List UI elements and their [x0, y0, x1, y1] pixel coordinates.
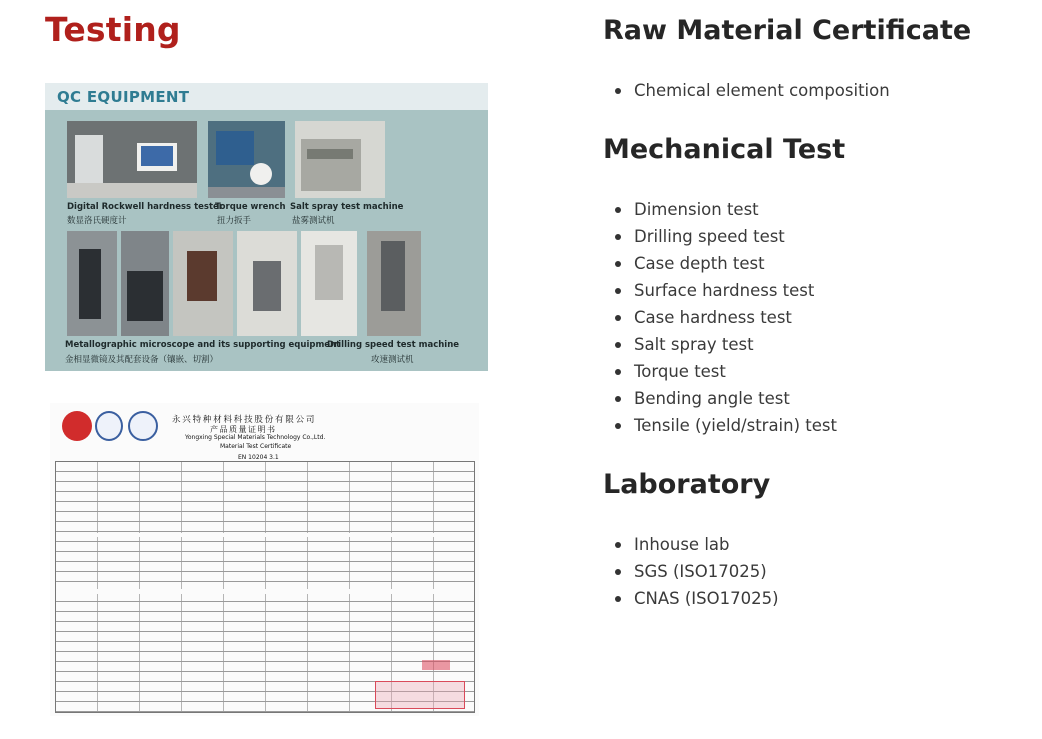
- raw-material-certificate-heading: Raw Material Certificate: [603, 15, 972, 46]
- certificate-company-cn: 永兴特种材料科技股份有限公司: [172, 415, 317, 425]
- certification-seal: [95, 411, 123, 441]
- polisher-photo: [301, 231, 357, 336]
- caption-rockwell-cn: 数显洛氏硬度计: [67, 216, 127, 226]
- list-item: Surface hardness test: [603, 277, 837, 304]
- certification-seal: [128, 411, 158, 441]
- certificate-company-en: Yongxing Special Materials Technology Co.,Ltd.: [185, 434, 326, 441]
- list-item: CNAS (ISO17025): [603, 585, 779, 612]
- laboratory-heading: Laboratory: [603, 469, 771, 500]
- mounting-press-photo: [121, 231, 169, 336]
- list-item: Chemical element composition: [603, 77, 890, 104]
- testing-heading: Testing: [45, 10, 181, 49]
- table-gap: [56, 589, 474, 594]
- inspector-stamp: [422, 660, 450, 670]
- caption-microscope-cn: 金相显微镜及其配套设备（镶嵌、切割）: [65, 355, 219, 365]
- list-item: Tensile (yield/strain) test: [603, 412, 837, 439]
- caption-drilling: Drilling speed test machine: [327, 340, 460, 350]
- raw-material-list: [603, 77, 890, 104]
- material-test-certificate-image: [50, 403, 479, 716]
- list-item: Drilling speed test: [603, 223, 837, 250]
- cutting-machine-photo: [173, 231, 233, 336]
- drilling-speed-photo: [367, 231, 421, 336]
- company-logo: [62, 411, 92, 441]
- rockwell-tester-photo: [67, 121, 197, 198]
- salt-spray-machine-photo: [295, 121, 385, 198]
- torque-wrench-photo: [208, 121, 285, 198]
- table-gap: [56, 533, 474, 537]
- caption-salt-spray: Salt spray test machine: [290, 202, 404, 212]
- certificate-title-en: Material Test Certificate: [220, 443, 292, 450]
- certificate-title-cn: 产品质量证明书: [210, 425, 277, 434]
- qc-header-bar: [45, 83, 488, 110]
- caption-microscope: Metallographic microscope and its supporting equipment: [65, 340, 341, 350]
- caption-torque: Torque wrench: [215, 202, 286, 212]
- list-item: Case depth test: [603, 250, 837, 277]
- list-item: Salt spray test: [603, 331, 837, 358]
- list-item: Dimension test: [603, 196, 837, 223]
- list-item: Torque test: [603, 358, 837, 385]
- qc-equipment-title: QC EQUIPMENT: [57, 88, 190, 106]
- caption-salt-spray-cn: 盐雾测试机: [292, 216, 335, 226]
- laboratory-list: [603, 531, 779, 612]
- list-item: Case hardness test: [603, 304, 837, 331]
- left-column: [0, 0, 520, 739]
- hardness-tester-photo: [237, 231, 297, 336]
- mechanical-test-list: [603, 196, 837, 439]
- caption-rockwell: Digital Rockwell hardness tester: [67, 202, 223, 212]
- list-item: Bending angle test: [603, 385, 837, 412]
- caption-drilling-cn: 攻速测试机: [371, 355, 414, 365]
- caption-torque-cn: 扭力扳手: [217, 216, 252, 226]
- quality-stamp: [375, 681, 465, 709]
- list-item: SGS (ISO17025): [603, 558, 779, 585]
- certificate-standard: EN 10204 3.1: [238, 454, 279, 461]
- microscope-photo: [67, 231, 117, 336]
- mechanical-test-heading: Mechanical Test: [603, 134, 846, 165]
- qc-equipment-image: [45, 83, 488, 371]
- list-item: Inhouse lab: [603, 531, 779, 558]
- certificate-table: [55, 461, 475, 713]
